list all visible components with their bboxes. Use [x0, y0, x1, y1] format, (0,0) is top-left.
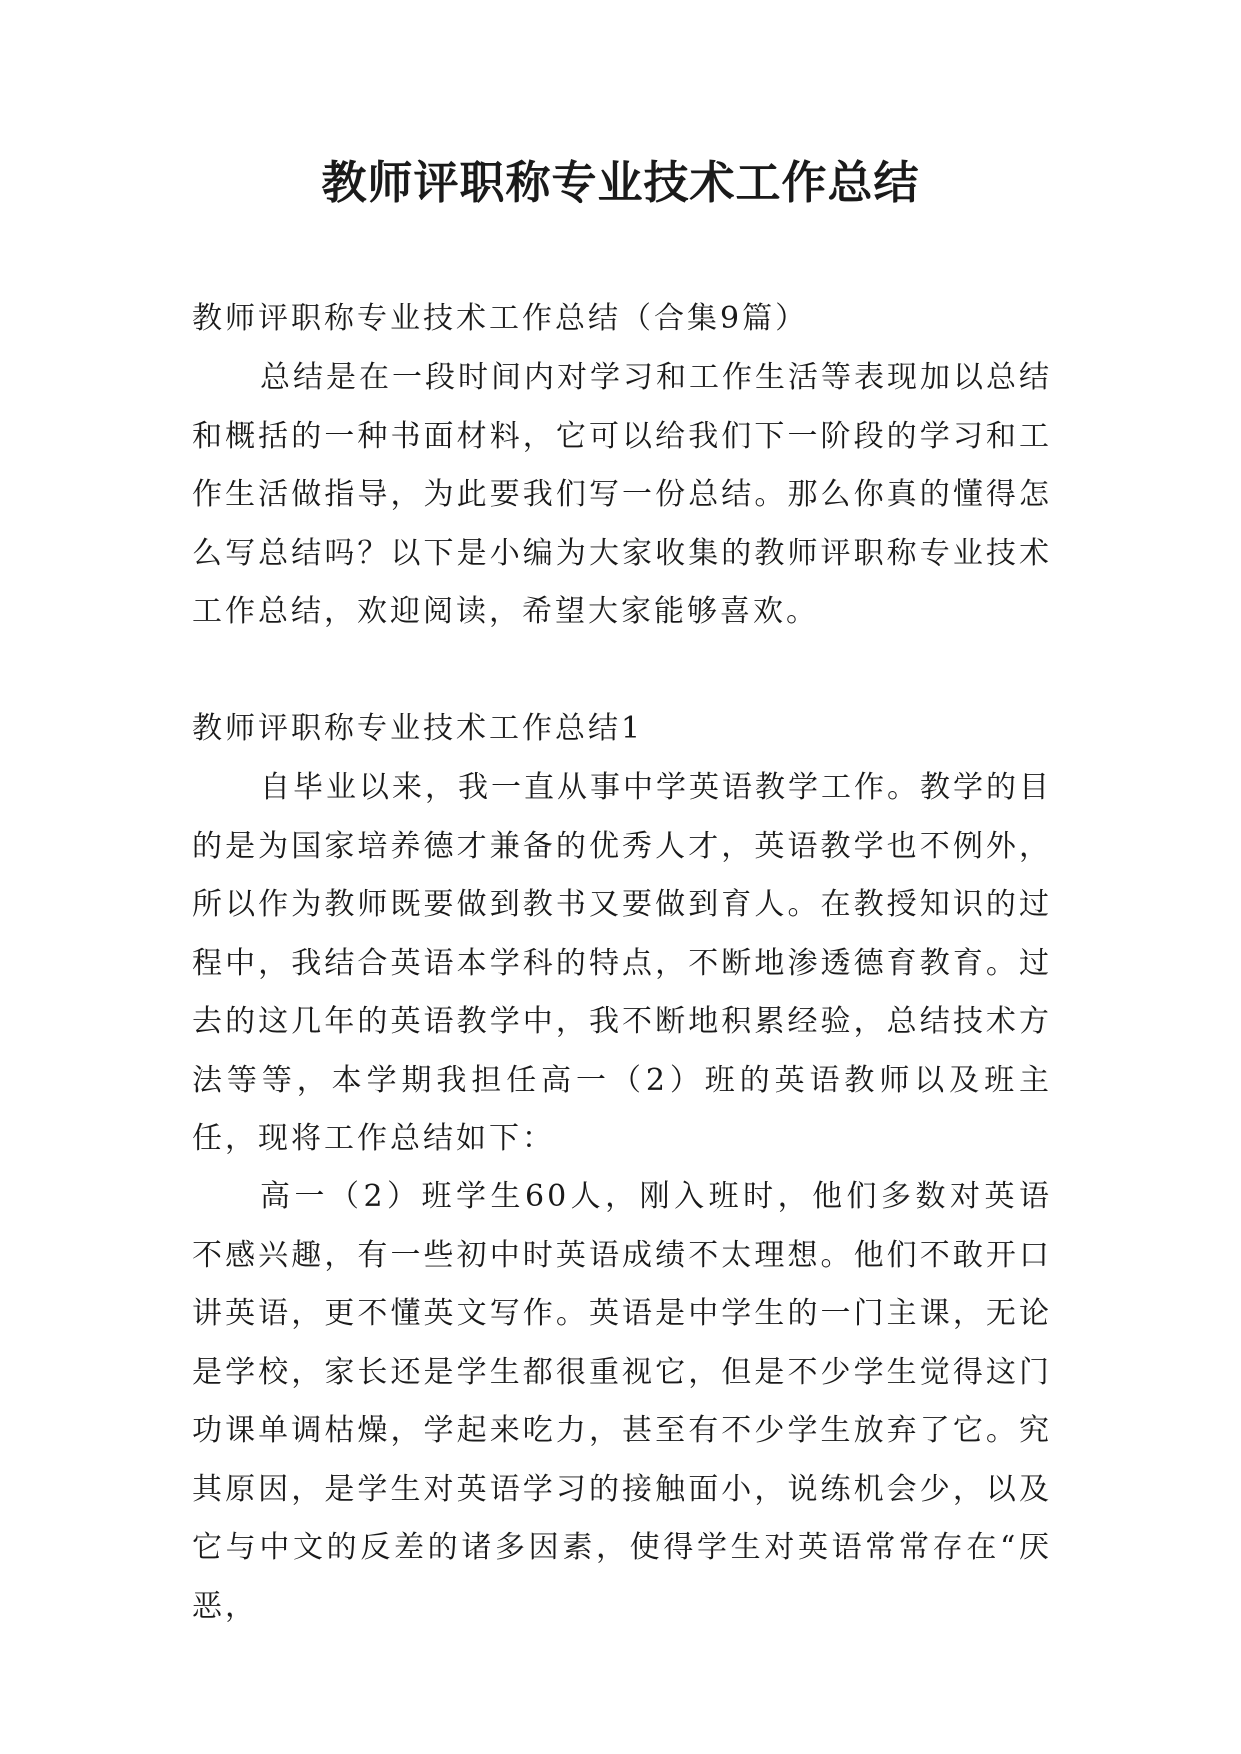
section-paragraph: 高一（2）班学生60人，刚入班时，他们多数对英语不感兴趣，有一些初中时英语成绩不太理想。他们不敢开口讲英语，更不懂英文写作。英语是中学生的一门主课，无论是学校，家长还是学生都很重视它，但是不少学生觉得这门功课单调枯燥，学起来吃力，甚至有不少学生放弃了它。究其原因，是学生对英语学习的接触面小，说练机会少，以及它与中文的反差的诸多因素，使得学生对英语常常存在“厌恶， [192, 1179, 1052, 1624]
document-subtitle: 教师评职称专业技术工作总结（合集9篇） [192, 301, 809, 336]
section-paragraph: 自毕业以来，我一直从事中学英语教学工作。教学的目的是为国家培养德才兼备的优秀人才，英语教学也不例外，所以作为教师既要做到教书又要做到育人。在教授知识的过程中，我结合英语本学科的特点，不断地渗透德育教育。过去的这几年的英语教学中，我不断地积累经验，总结技术方法等等，本学期我担任高一（2）班的英语教师以及班主任，现将工作总结如下： [192, 770, 1052, 1156]
document-title: 教师评职称专业技术工作总结 [321, 156, 920, 209]
section-heading: 教师评职称专业技术工作总结1 [192, 711, 644, 746]
intro-paragraph: 总结是在一段时间内对学习和工作生活等表现加以总结和概括的一种书面材料，它可以给我们下一阶段的学习和工作生活做指导，为此要我们写一份总结。那么你真的懂得怎么写总结吗？以下是小编为大家收集的教师评职称专业技术工作总结，欢迎阅读，希望大家能够喜欢。 [192, 360, 1052, 629]
